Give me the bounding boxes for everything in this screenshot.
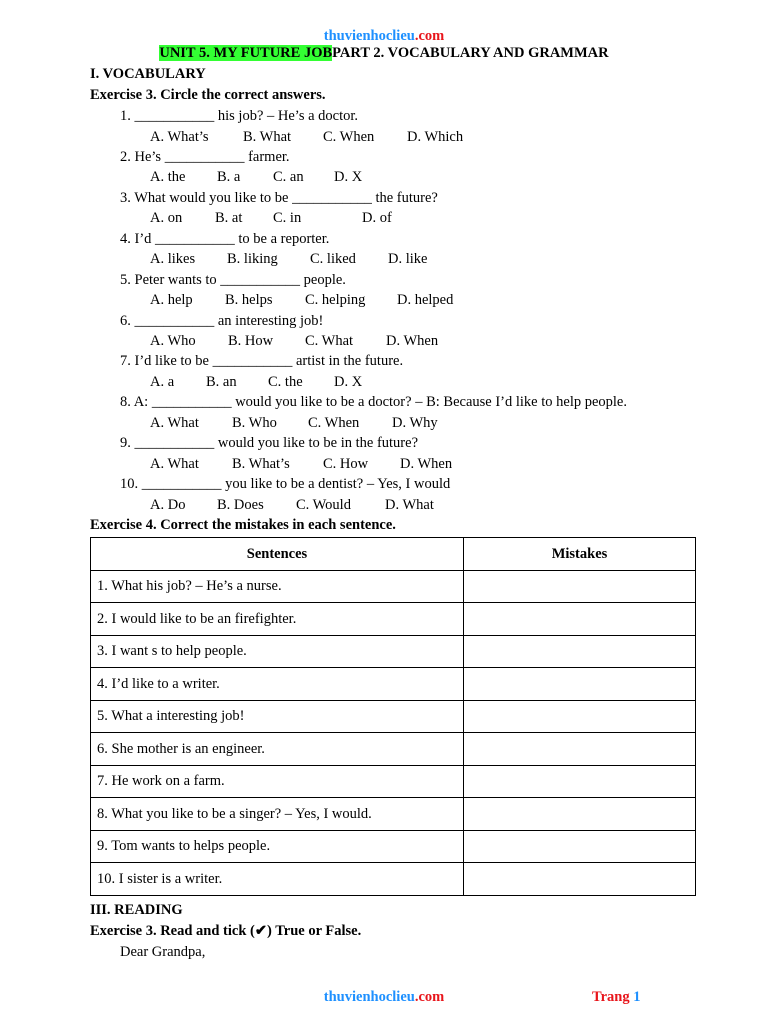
- sentence-cell: 4. I’d like to a writer.: [91, 668, 464, 701]
- question-3: 3. What would you like to be ___________ the future?: [120, 189, 438, 206]
- question-10: 10. ___________ you like to be a dentist? – Yes, I would: [120, 476, 451, 493]
- answer-option[interactable]: B. Who: [232, 414, 277, 431]
- answer-option[interactable]: A. a: [150, 373, 175, 390]
- answer-option[interactable]: D. Which: [407, 128, 464, 145]
- column-header-mistakes: Mistakes: [464, 538, 696, 571]
- site-domain: .com: [414, 28, 445, 44]
- answer-option[interactable]: A. Who: [150, 333, 196, 349]
- table-row: [91, 863, 696, 896]
- table-row: [91, 700, 696, 733]
- answer-option[interactable]: B. How: [228, 333, 274, 349]
- table-row: [91, 798, 696, 831]
- question-6: 6. ___________ an interesting job!: [120, 312, 324, 329]
- mistake-answer-cell[interactable]: [464, 733, 696, 766]
- site-header: [0, 29, 768, 44]
- site-name: thuvienhoclieu: [323, 28, 415, 44]
- sentence-cell: 5. What a interesting job!: [91, 700, 464, 733]
- answer-option[interactable]: B. at: [215, 210, 243, 227]
- question-7: 7. I’d like to be ___________ artist in the future.: [120, 353, 404, 370]
- sentence-cell: 7. He work on a farm.: [91, 765, 464, 798]
- sentence-cell: 10. I sister is a writer.: [91, 863, 464, 896]
- table-row: [91, 733, 696, 766]
- answer-option[interactable]: C. When: [323, 128, 375, 145]
- answer-option[interactable]: A. help: [150, 292, 193, 309]
- letter-greeting: Dear Grandpa,: [120, 944, 206, 960]
- sentence-cell: 8. What you like to be a singer? – Yes, I would.: [91, 798, 464, 831]
- table-row: [91, 765, 696, 798]
- page-title: [0, 46, 768, 61]
- sentence-cell: 6. She mother is an engineer.: [91, 733, 464, 766]
- answer-option[interactable]: C. When: [308, 414, 360, 431]
- answer-option[interactable]: A. the: [150, 169, 186, 186]
- question-1: 1. ___________ his job? – He’s a doctor.: [120, 108, 359, 124]
- answer-option[interactable]: A. on: [150, 210, 183, 227]
- part-title: PART 2. VOCABULARY AND GRAMMAR: [332, 45, 609, 61]
- sentence-cell: 2. I would like to be an firefighter.: [91, 603, 464, 636]
- table-row: [91, 668, 696, 701]
- question-9: 9. ___________ would you like to be in the future?: [120, 435, 419, 452]
- mistake-answer-cell[interactable]: [464, 798, 696, 831]
- mistake-answer-cell[interactable]: [464, 570, 696, 603]
- answer-option[interactable]: B. What: [243, 128, 292, 145]
- answer-option[interactable]: A. likes: [150, 251, 196, 268]
- mistake-answer-cell[interactable]: [464, 765, 696, 798]
- answer-option[interactable]: C. Would: [296, 496, 351, 513]
- answer-option[interactable]: D. of: [362, 210, 392, 227]
- answer-option[interactable]: C. helping: [305, 292, 366, 309]
- table-row: [91, 635, 696, 668]
- table-row: [91, 830, 696, 863]
- answer-option[interactable]: D. What: [385, 496, 434, 513]
- site-footer: [0, 990, 768, 1005]
- answer-option[interactable]: C. What: [305, 333, 354, 349]
- answer-option[interactable]: D. helped: [397, 292, 454, 309]
- answer-option[interactable]: D. X: [334, 169, 363, 186]
- mistake-answer-cell[interactable]: [464, 635, 696, 668]
- answer-option[interactable]: C. the: [268, 373, 303, 390]
- footer-site-domain: .com: [414, 989, 445, 1005]
- answer-option[interactable]: C. liked: [310, 251, 356, 268]
- table-row: [91, 570, 696, 603]
- sentence-cell: 9. Tom wants to helps people.: [91, 830, 464, 863]
- question-4: 4. I’d ___________ to be a reporter.: [120, 230, 330, 247]
- exercise4-heading: Exercise 4. Correct the mistakes in each sentence.: [90, 517, 396, 533]
- section-vocabulary-heading: I. VOCABULARY: [90, 66, 206, 82]
- page-label: Trang: [592, 989, 630, 1005]
- section-reading-heading: III. READING: [90, 902, 183, 918]
- mistakes-table: [90, 537, 696, 896]
- mistake-answer-cell[interactable]: [464, 830, 696, 863]
- answer-option[interactable]: B. an: [206, 373, 237, 390]
- question-8: 8. A: ___________ would you like to be a doctor? – B: Because I’d like to help people.: [120, 394, 627, 411]
- answer-option[interactable]: B. a: [217, 169, 241, 186]
- answer-option[interactable]: C. How: [323, 455, 369, 472]
- mistake-answer-cell[interactable]: [464, 863, 696, 896]
- page-number: [592, 990, 640, 1005]
- table-header-row: [91, 538, 696, 571]
- answer-option[interactable]: D. When: [400, 455, 453, 472]
- answer-option[interactable]: A. What: [150, 414, 199, 431]
- table-row: [91, 603, 696, 636]
- answer-option[interactable]: D. X: [334, 373, 363, 390]
- reading-exercise-heading: Exercise 3. Read and tick (✔) True or False.: [90, 923, 362, 939]
- exercise3-heading: Exercise 3. Circle the correct answers.: [90, 87, 326, 103]
- answer-option[interactable]: B. What’s: [232, 455, 290, 472]
- answer-option[interactable]: D. Why: [392, 414, 438, 431]
- footer-site-name: thuvienhoclieu: [323, 989, 415, 1005]
- answer-option[interactable]: C. an: [273, 169, 304, 186]
- answer-option[interactable]: A. What’s: [150, 128, 209, 145]
- answer-option[interactable]: A. What: [150, 455, 199, 472]
- question-2: 2. He’s ___________ farmer.: [120, 148, 290, 165]
- column-header-sentences: Sentences: [91, 538, 464, 571]
- answer-option[interactable]: B. helps: [225, 292, 273, 309]
- mistake-answer-cell[interactable]: [464, 603, 696, 636]
- answer-option[interactable]: A. Do: [150, 496, 186, 513]
- question-5: 5. Peter wants to ___________ people.: [120, 271, 346, 288]
- sentence-cell: 3. I want s to help people.: [91, 635, 464, 668]
- answer-option[interactable]: D. When: [386, 333, 439, 349]
- sentence-cell: 1. What his job? – He’s a nurse.: [91, 570, 464, 603]
- mistake-answer-cell[interactable]: [464, 700, 696, 733]
- answer-option[interactable]: B. Does: [217, 496, 264, 513]
- answer-option[interactable]: B. liking: [227, 251, 278, 268]
- page-number-value: 1: [633, 989, 641, 1005]
- answer-option[interactable]: C. in: [273, 210, 302, 227]
- mistake-answer-cell[interactable]: [464, 668, 696, 701]
- answer-option[interactable]: D. like: [388, 251, 428, 268]
- unit-title: UNIT 5. MY FUTURE JOB: [159, 45, 333, 61]
